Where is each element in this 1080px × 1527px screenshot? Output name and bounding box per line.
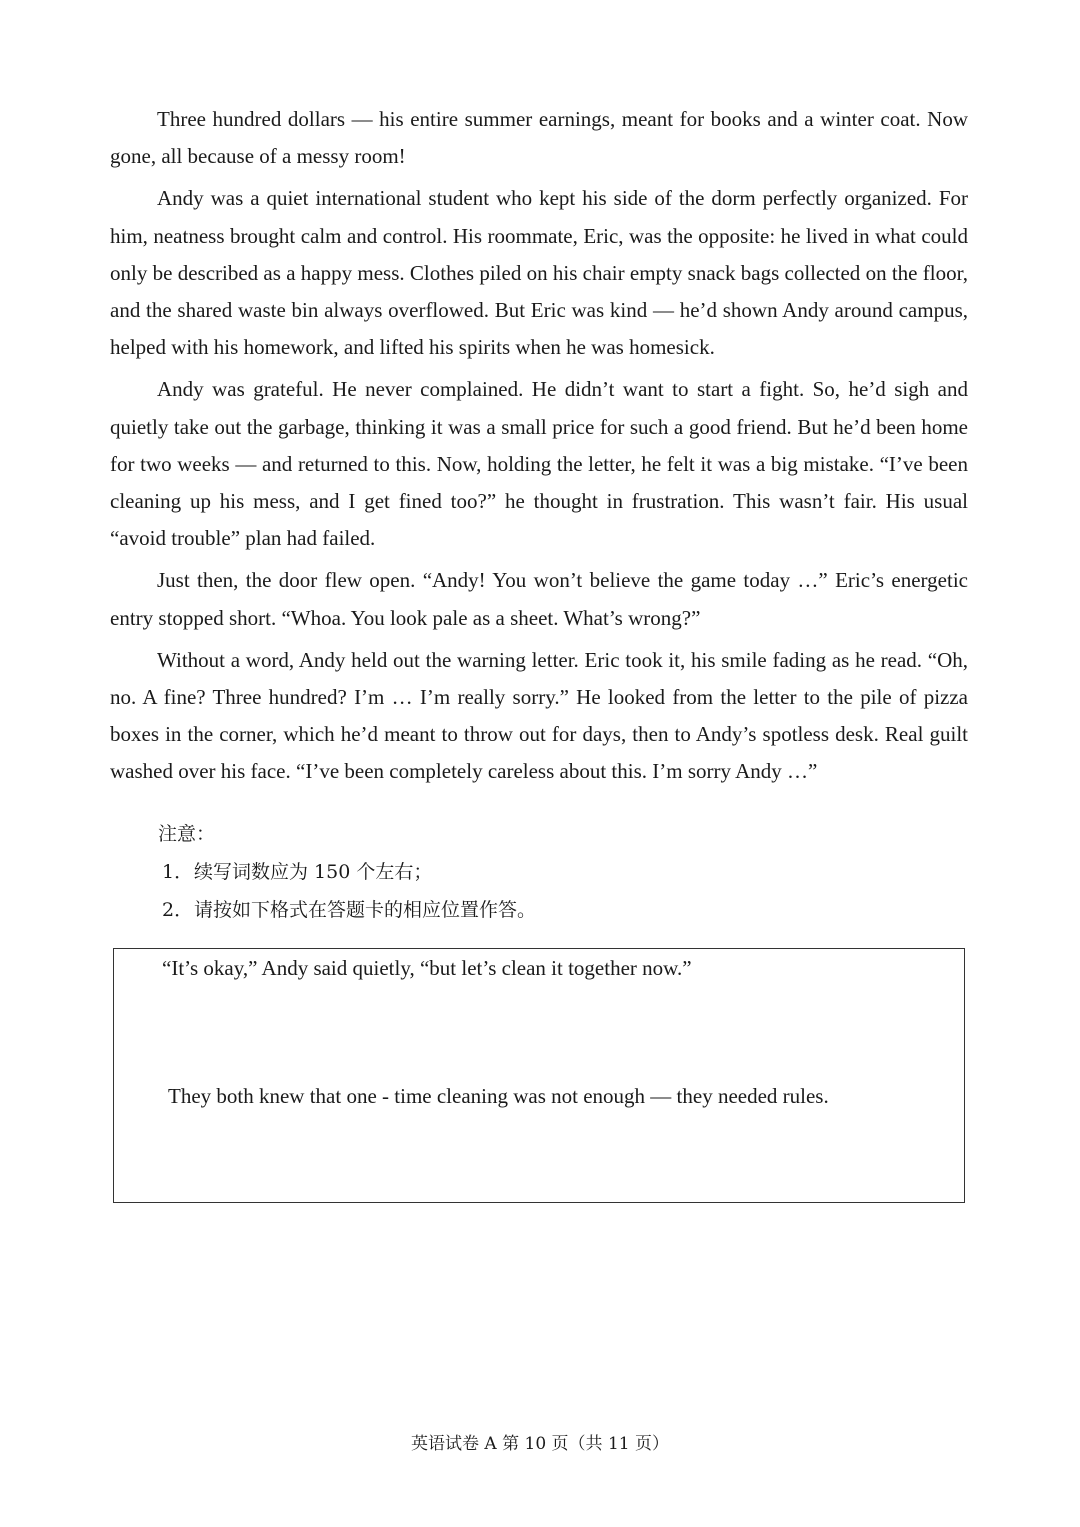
note-number: 2． [162,899,194,921]
passage-paragraph-1: Three hundred dollars — his entire summer earnings, meant for books and a winter coat. Now gone, all because of a messy room! [110,107,968,169]
passage-paragraph-3: Andy was grateful. He never complained. He didn’t want to start a fight. So, he’d sigh and quietly take out the garbage, thinking it was a small price for such a good friend. But he’d been home for two weeks — and returned to this. Now, holding the letter, he felt it was a big mistake. “I’ve been cleaning up his mess, and I get fined too?” he thought in frustration. This wasn’t fair. His usual “avoid trouble” plan had failed. [110,377,968,551]
instructions-notes [158,815,858,929]
page-footer: 英语试卷 A 第 10 页（共 11 页） [411,1434,669,1454]
notes-heading: 注意： [158,823,216,845]
passage-paragraph-4: Just then, the door flew open. “Andy! You won’t believe the game today …” Eric’s energetic entry stopped short. “Whoa. You look pale as a sheet. What’s wrong?” [110,568,968,630]
note-item-1 [158,853,858,891]
note-item-2 [158,891,858,929]
passage-paragraph-5: Without a word, Andy held out the warning letter. Eric took it, his smile fading as he read. “Oh, no. A fine? Three hundred? I’m … I’m really sorry.” He looked from the letter to the pile of pizza boxes in the corner, which he’d meant to throw out for days, then to Andy’s spotless desk. Real guilt washed over his face. “I’ve been completely careless about this. I’m sorry Andy …” [110,647,968,784]
passage-paragraph-2: Andy was a quiet international student who kept his side of the dorm perfectly organized. For him, neatness brought calm and control. His roommate, Eric, was the opposite: he lived in what could only be described as a happy mess. Clothes piled on his chair empty snack bags collected on the floor, and the shared waste bin always overflowed. But Eric was kind — he’d shown Andy around campus, helped with his homework, and lifted his spirits when he was homesick. [110,186,968,360]
answer-format-box [113,948,965,1203]
continuation-second-sentence: They both knew that one - time cleaning was not enough — they needed rules. [168,1084,829,1108]
note-text: 续写词数应为 150 个左右； [194,861,433,883]
note-text: 请按如下格式在答题卡的相应位置作答。 [194,899,537,921]
note-number: 1． [162,861,194,883]
continuation-first-sentence: “It’s okay,” Andy said quietly, “but let’s clean it together now.” [162,956,692,980]
reading-passage [110,101,968,796]
